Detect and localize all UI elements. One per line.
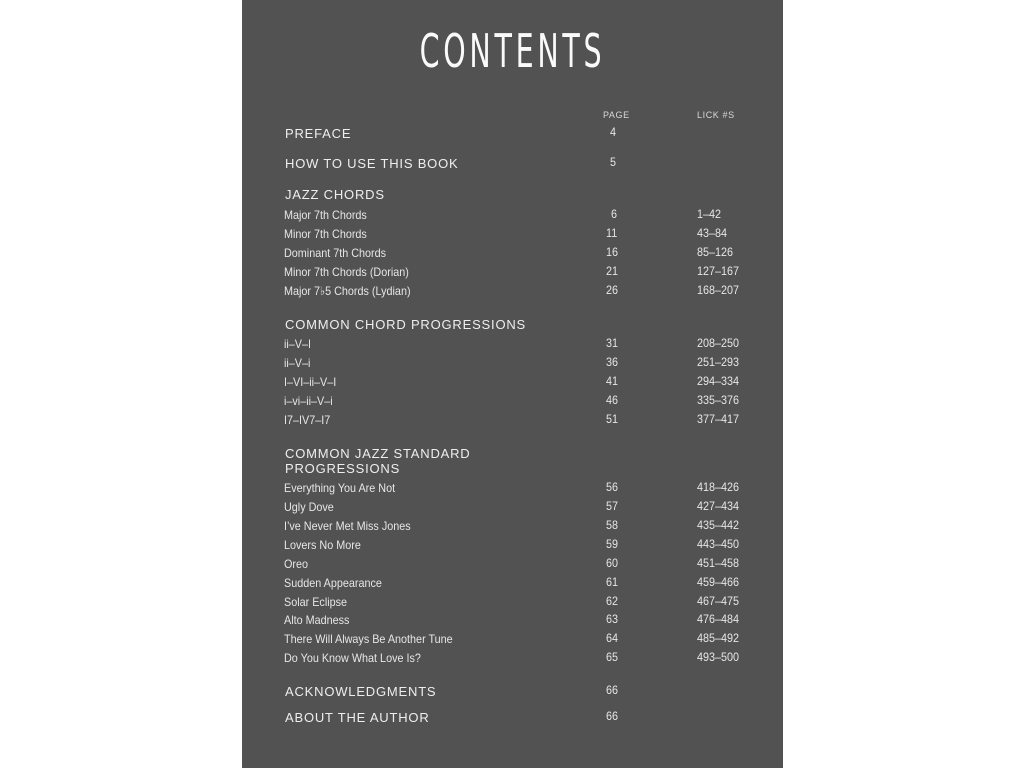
list-item-page: 57 xyxy=(606,499,619,513)
contents-page xyxy=(242,0,783,768)
list-item-page: 63 xyxy=(606,612,619,626)
list-item-licks: 294–334 xyxy=(697,374,740,388)
list-item-page: 26 xyxy=(606,283,619,297)
page-title: CONTENTS xyxy=(419,24,606,78)
list-item-page: 64 xyxy=(606,631,619,645)
list-item-page: 58 xyxy=(606,518,619,532)
list-item-page: 46 xyxy=(606,393,619,407)
section-how-to-use-page: 5 xyxy=(610,155,617,169)
list-item-licks: 418–426 xyxy=(697,480,740,494)
list-item-licks: 435–442 xyxy=(697,518,740,532)
section-acknowledgments-page: 66 xyxy=(606,683,619,697)
list-item-page: 61 xyxy=(606,575,619,589)
list-item-licks: 467–475 xyxy=(697,594,740,608)
list-item-label: Everything You Are Not xyxy=(284,481,396,495)
list-item-label: Minor 7th Chords xyxy=(284,227,367,241)
list-item-licks: 43–84 xyxy=(697,226,728,240)
list-item-licks: 451–458 xyxy=(697,556,740,570)
list-item-page: 59 xyxy=(606,537,619,551)
list-item-label: Do You Know What Love Is? xyxy=(284,651,421,665)
list-item-label: Solar Eclipse xyxy=(284,595,348,609)
list-item-licks: 251–293 xyxy=(697,355,740,369)
list-item-label: Sudden Appearance xyxy=(284,576,382,590)
section-about-the-author: ABOUT THE AUTHOR xyxy=(285,710,430,725)
list-item-label: I’ve Never Met Miss Jones xyxy=(284,519,411,533)
list-item-licks: 459–466 xyxy=(697,575,740,589)
section-jazz-standard-progressions-line1: COMMON JAZZ STANDARD xyxy=(285,446,471,461)
list-item-licks: 443–450 xyxy=(697,537,740,551)
list-item-page: 65 xyxy=(606,650,619,664)
list-item-licks: 168–207 xyxy=(697,283,740,297)
list-item-label: Major 7♭5 Chords (Lydian) xyxy=(284,284,411,298)
section-preface-page: 4 xyxy=(610,125,617,139)
list-item-licks: 335–376 xyxy=(697,393,740,407)
list-item-page: 11 xyxy=(606,226,618,240)
list-item-label: i–vi–ii–V–i xyxy=(284,394,333,408)
list-item-licks: 493–500 xyxy=(697,650,740,664)
section-about-the-author-page: 66 xyxy=(606,709,619,723)
list-item-page: 62 xyxy=(606,594,619,608)
list-item-label: Lovers No More xyxy=(284,538,361,552)
column-header-licks: LICK #S xyxy=(697,110,735,120)
list-item-label: Major 7th Chords xyxy=(284,208,367,222)
section-jazz-standard-progressions-line2: PROGRESSIONS xyxy=(285,461,401,476)
list-item-label: There Will Always Be Another Tune xyxy=(284,632,453,646)
list-item-page: 6 xyxy=(611,207,618,221)
section-common-chord-progressions: COMMON CHORD PROGRESSIONS xyxy=(285,317,527,332)
list-item-licks: 127–167 xyxy=(697,264,740,278)
list-item-page: 41 xyxy=(606,374,619,388)
list-item-label: I–VI–ii–V–I xyxy=(284,375,337,389)
list-item-page: 16 xyxy=(606,245,619,259)
list-item-licks: 485–492 xyxy=(697,631,740,645)
list-item-page: 51 xyxy=(606,412,619,426)
section-how-to-use: HOW TO USE THIS BOOK xyxy=(285,156,459,171)
list-item-label: Alto Madness xyxy=(284,613,350,627)
list-item-licks: 427–434 xyxy=(697,499,740,513)
list-item-page: 36 xyxy=(606,355,619,369)
list-item-licks: 1–42 xyxy=(697,207,722,221)
list-item-label: ii–V–I xyxy=(284,337,312,351)
list-item-licks: 377–417 xyxy=(697,412,740,426)
section-preface: PREFACE xyxy=(285,126,352,141)
list-item-label: ii–V–i xyxy=(284,356,311,370)
list-item-label: Oreo xyxy=(284,557,309,571)
list-item-licks: 476–484 xyxy=(697,612,740,626)
list-item-label: Ugly Dove xyxy=(284,500,334,514)
column-header-page: PAGE xyxy=(603,110,630,120)
list-item-licks: 208–250 xyxy=(697,336,740,350)
list-item-page: 31 xyxy=(606,336,619,350)
list-item-page: 21 xyxy=(606,264,619,278)
list-item-label: Minor 7th Chords (Dorian) xyxy=(284,265,409,279)
list-item-page: 60 xyxy=(606,556,619,570)
section-jazz-chords: JAZZ CHORDS xyxy=(285,187,385,202)
list-item-label: Dominant 7th Chords xyxy=(284,246,387,260)
list-item-page: 56 xyxy=(606,480,619,494)
list-item-label: I7–IV7–I7 xyxy=(284,413,331,427)
section-acknowledgments: ACKNOWLEDGMENTS xyxy=(285,684,437,699)
list-item-licks: 85–126 xyxy=(697,245,734,259)
